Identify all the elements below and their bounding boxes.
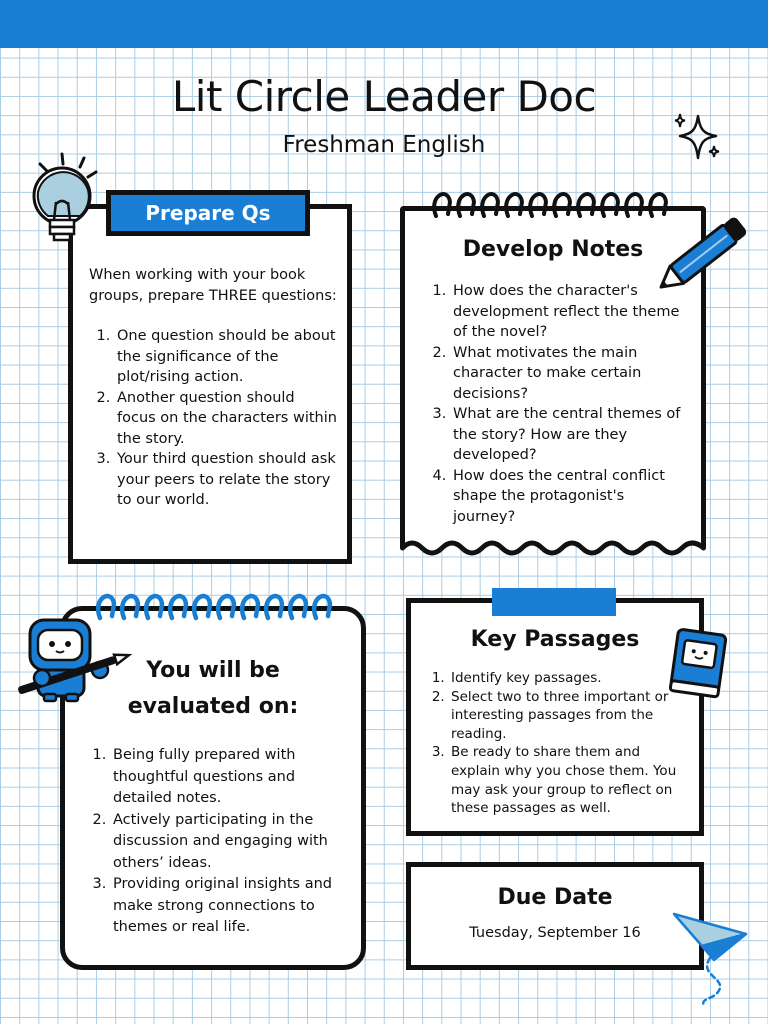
passages-heading: Key Passages (470, 627, 640, 652)
develop-heading: Develop Notes (462, 237, 644, 262)
list-item: 2. What motivates the main character to make certain decisions? (451, 343, 689, 405)
top-bar (0, 0, 768, 48)
tape-icon (492, 588, 616, 616)
list-item: 3. What are the central themes of the story? How are they developed? (451, 404, 689, 466)
due-heading: Due Date (497, 885, 613, 910)
page-title: Lit Circle Leader Doc (171, 72, 597, 121)
prepare-questions-card (68, 204, 352, 564)
develop-list (427, 281, 689, 527)
page-subtitle: Freshman English (282, 132, 486, 158)
list-item: 1. Identify key passages. (449, 669, 677, 688)
list-item: 3. Providing original insights and make strong connections to themes or real life. (111, 874, 349, 939)
list-item: 3. Be ready to share them and explain why you chose them. You may ask your group to reflect on these passages as well. (449, 743, 677, 817)
evaluated-heading-line2: evaluated on: (127, 694, 299, 719)
paper-plane-icon (668, 906, 754, 1010)
due-date-card (406, 862, 704, 970)
evaluated-heading-line1: You will be (146, 658, 280, 683)
prepare-intro: When working with your book groups, prepare THREE questions: (89, 267, 337, 304)
key-passages-card (406, 598, 704, 836)
lightbulb-icon (28, 150, 112, 246)
prepare-heading: Prepare Qs (145, 201, 271, 225)
list-item: 3. Your third question should ask your peers to relate the story to our world. (115, 449, 337, 511)
prepare-heading-tab (106, 190, 310, 236)
list-item: 1. Being fully prepared with thoughtful questions and detailed notes. (111, 745, 349, 810)
pencil-icon (650, 208, 760, 300)
due-date-value: Tuesday, September 16 (469, 925, 641, 941)
list-item: 4. How does the central conflict shape the protagonist's journey? (451, 466, 689, 528)
robot-icon (12, 618, 136, 702)
prepare-list (89, 326, 337, 511)
spiral-binding-icon (428, 186, 674, 224)
evaluated-list (87, 745, 349, 939)
passages-list (425, 669, 677, 818)
book-icon (666, 628, 730, 700)
list-item: 1. One question should be about the significance of the plot/rising action. (115, 326, 337, 388)
list-item: 2. Another question should focus on the characters within the story. (115, 388, 337, 450)
list-item: 2. Actively participating in the discussion and engaging with others’ ideas. (111, 810, 349, 875)
list-item: 1. How does the character's development reflect the theme of the novel? (451, 281, 689, 343)
wavy-edge (400, 534, 706, 562)
list-item: 2. Select two to three important or interesting passages from the reading. (449, 688, 677, 744)
sparkle-icon (672, 112, 724, 164)
